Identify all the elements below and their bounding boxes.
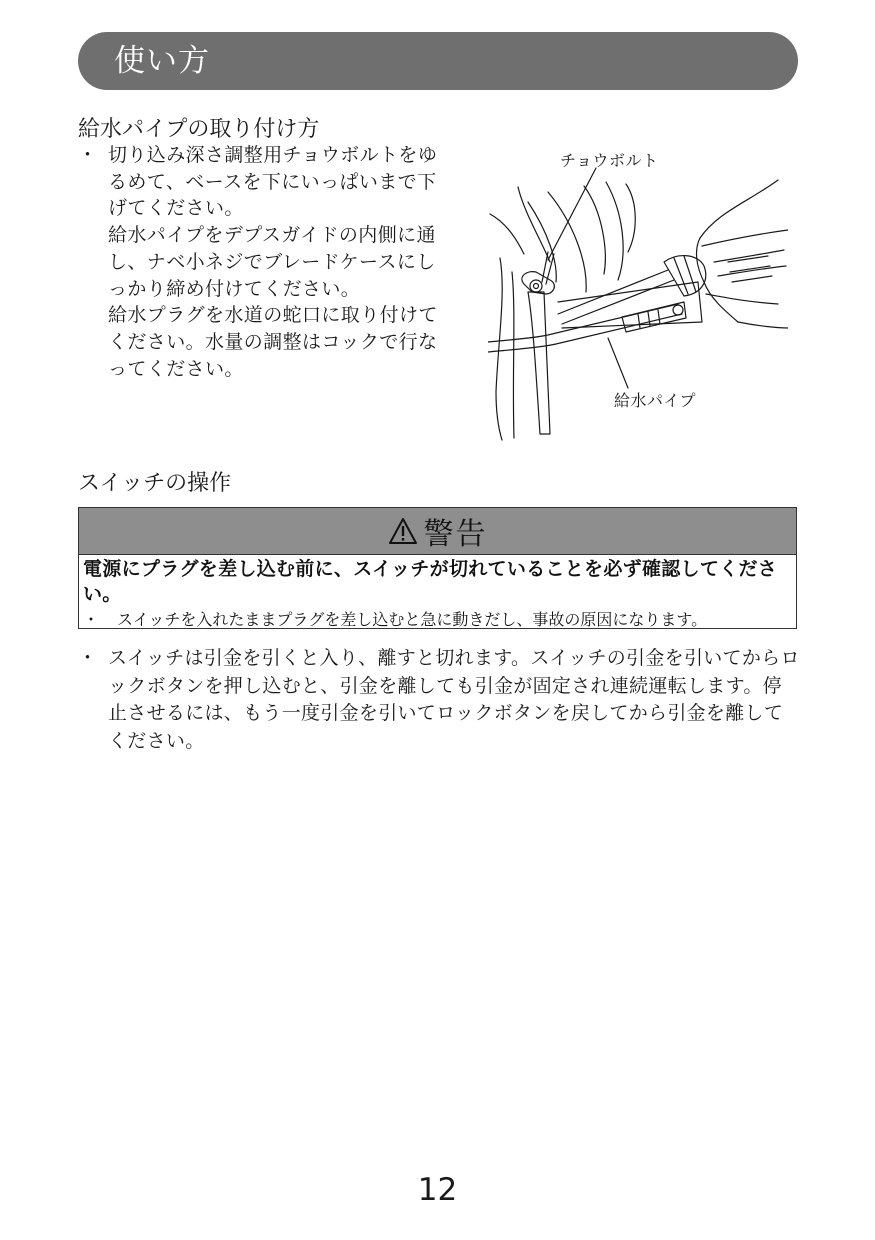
- bullet-marker: ・: [78, 144, 98, 166]
- warning-triangle-icon: [388, 517, 418, 545]
- callout-wing-bolt: チョウボルト: [560, 151, 659, 170]
- bullet-marker: ・: [83, 610, 100, 629]
- page-title: 使い方: [114, 43, 210, 79]
- water-pipe-illustration: [488, 142, 788, 442]
- warning-sub-text: [79, 607, 796, 632]
- bullet-marker: ・: [78, 647, 98, 669]
- switch-instructions: [78, 645, 800, 755]
- page-header: [78, 32, 798, 90]
- water-pipe-heading: 給水パイプの取り付け方: [78, 117, 320, 142]
- step-paragraph: 給水パイプをデプスガイドの内側に通し、ナベ小ネジでブレードケースにしっかり締め付けてください。: [108, 224, 436, 300]
- switch-heading: スイッチの操作: [78, 471, 232, 496]
- list-item: [78, 645, 800, 755]
- callout-water-pipe: 給水パイプ: [614, 391, 697, 410]
- step-paragraph: 給水プラグを水道の蛇口に取り付けてください。水量の調整はコックで行なってください。: [108, 304, 438, 380]
- warning-box: [78, 507, 797, 629]
- warning-sub-sentence: スイッチを入れたままプラグを差し込むと急に動きだし、事故の原因になります。: [117, 610, 708, 629]
- warning-main-text: 電源にプラグを差し込む前に、スイッチが切れていることを必ず確認してください。: [83, 558, 778, 605]
- water-pipe-steps: [78, 142, 448, 382]
- step-paragraph: 切り込み深さ調整用チョウボルトをゆるめて、ベースを下にいっぱいまで下げてください。: [108, 144, 438, 220]
- switch-paragraph: スイッチは引金を引くと入り、離すと切れます。スイッチの引金を引いてからロックボタンを押し込むと、引金を離しても引金が固定され連続運転します。停止させるには、もう一度引金を引いてロックボタンを戻してから引金を離してください。: [108, 647, 800, 752]
- page-number: 12: [417, 1172, 458, 1208]
- warning-header: [79, 508, 796, 555]
- warning-title: 警告: [423, 517, 488, 552]
- list-item: [78, 142, 448, 382]
